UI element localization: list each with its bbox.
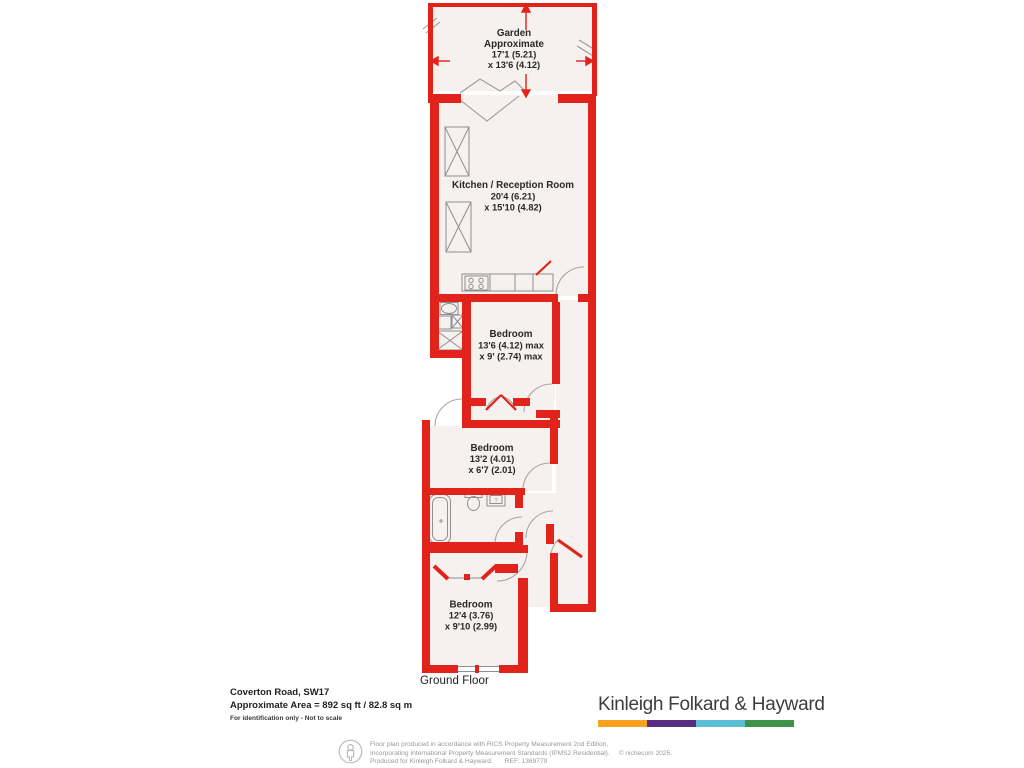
kitchen-dim1: 20'4 (6.21) — [490, 191, 536, 202]
bedroom3-dim2: x 9'10 (2.99) — [444, 621, 498, 632]
footer-line-3: Produced for Kinleigh Folkard & Hayward. — [370, 758, 493, 766]
basin-symbol-mark: ? — [494, 498, 498, 505]
identification-note: For identification only - Not to scale — [230, 715, 343, 722]
garden-approx: Approximate — [484, 39, 544, 50]
logo-bar-purple — [647, 720, 696, 727]
floor-label: Ground Floor — [420, 675, 489, 687]
logo-bar-orange — [598, 720, 647, 727]
kitchen-label: Kitchen / Reception Room — [452, 180, 574, 191]
bedroom1-label: Bedroom — [489, 329, 533, 340]
footer-line-2: Incorporating International Property Measurement Standards (IPMS2 Residential). — [370, 749, 610, 757]
bedroom1-dim1: 13'6 (4.12) max — [478, 340, 544, 351]
garden-dim2: x 13'6 (4.12) — [487, 60, 541, 70]
garden-dim1: 17'1 (5.21) — [491, 49, 537, 60]
property-address: Coverton Road, SW17 — [230, 687, 330, 698]
footer-ref: REF: 1369779 — [504, 758, 548, 766]
logo-bar-teal — [696, 720, 745, 727]
kitchen-dim2: x 15'10 (4.82) — [484, 202, 542, 213]
footer-copyright: © nichecom 2025. — [618, 749, 672, 757]
footer-line-1: Floor plan produced in accordance with RICS Property Measurement 2nd Edition, — [370, 741, 609, 748]
bedroom2-label: Bedroom — [470, 443, 514, 454]
approximate-area: Approximate Area = 892 sq ft / 82.8 sq m — [230, 699, 413, 711]
bedroom2-dim2: x 6'7 (2.01) — [468, 465, 516, 475]
bedroom3-label: Bedroom — [449, 599, 493, 611]
logo-color-bars — [598, 720, 794, 727]
garden-label: Garden — [496, 28, 532, 39]
bedroom1-dim2: x 9' (2.74) max — [479, 351, 543, 362]
footer-disclaimer — [337, 738, 672, 767]
brand-name: Kinleigh Folkard & Hayward — [598, 694, 825, 715]
nichecom-person-icon — [337, 738, 364, 765]
logo-bar-green — [745, 720, 794, 727]
bedroom2-dim1: 13'2 (4.01) — [469, 454, 515, 464]
bedroom3-dim1: 12'4 (3.76) — [448, 610, 494, 621]
property-info — [230, 687, 412, 722]
brand-logo — [598, 694, 825, 727]
